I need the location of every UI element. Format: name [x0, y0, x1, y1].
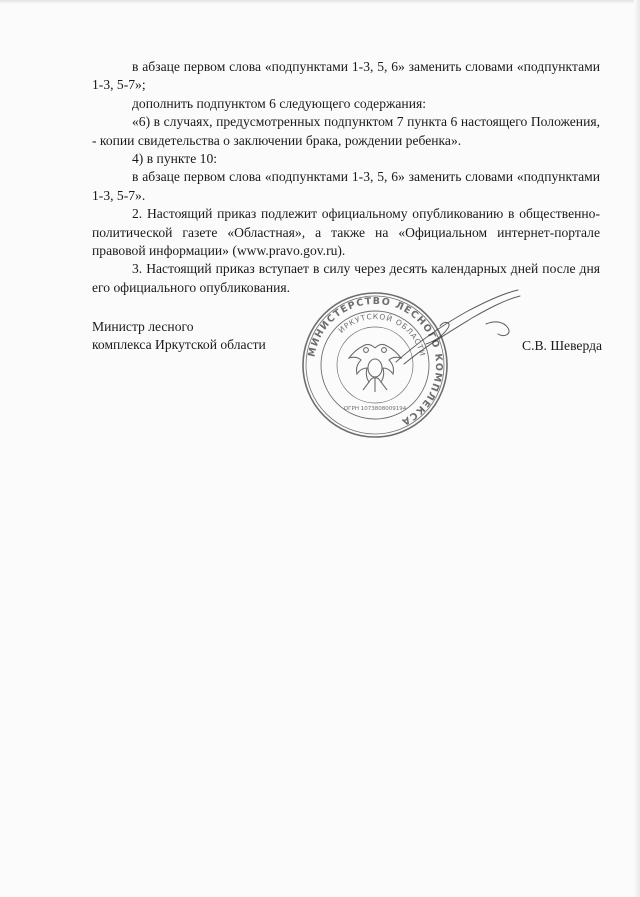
scan-edge-shadow — [634, 0, 640, 897]
paragraph-5: в абзаце первом слова «подпунктами 1-3, 5, 6» заменить словами «подпунктами 1-3, 5-7». — [92, 169, 600, 203]
handwritten-signature — [386, 284, 526, 374]
seal-inner-text: ИРКУТСКОЙ ОБЛАСТИ — [336, 311, 428, 358]
paragraph-4: 4) в пункте 10: — [132, 151, 218, 167]
paragraph-2: дополнить подпунктом 6 следующего содержания: — [132, 95, 427, 111]
paragraph-7: 3. Настоящий приказ вступает в силу через десять календарных дней после дня его официального опубликования. — [92, 261, 600, 295]
paragraph-3: «6) в случаях, предусмотренных подпунктом 7 пункта 6 настоящего Положения, - копии свидетельства о заключении брака, рождении ребенка». — [92, 114, 600, 148]
signatory-position-line-1: Министр лесного — [92, 319, 194, 334]
paragraph-1: в абзаце первом слова «подпунктами 1-3, 5, 6» заменить словами «подпунктами 1-3, 5-7»; — [92, 59, 600, 93]
scan-top-shadow — [0, 0, 640, 4]
paragraph-6: 2. Настоящий приказ подлежит официальному опубликованию в общественно-политической газете «Областная», а также на «Официальном интернет-портале правовой информации» (www.pravo.gov.ru). — [92, 206, 600, 259]
signatory-name: С.В. Шеверда — [522, 338, 603, 353]
signatory-position-line-2: комплекса Иркутской области — [92, 337, 266, 353]
signatory-position — [92, 318, 266, 355]
document-body — [92, 58, 600, 297]
seal-ogrn: ОГРН 1073808009194 — [343, 406, 407, 412]
seal-outer-text: МИНИСТЕРСТВО ЛЕСНОГО КОМПЛЕКСА — [306, 295, 445, 428]
